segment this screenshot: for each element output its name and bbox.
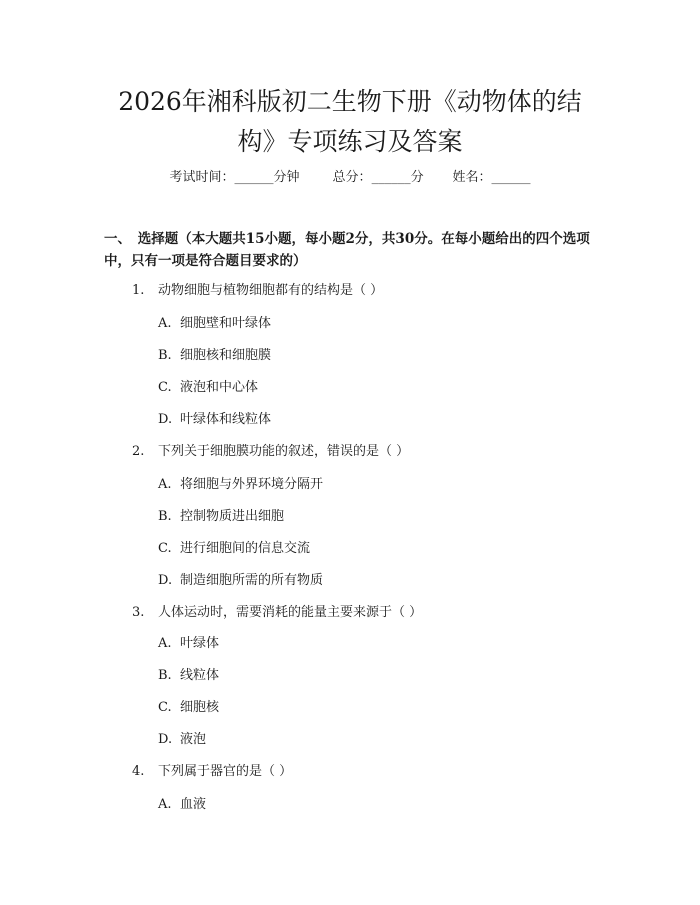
question-2-option-c [158, 539, 558, 559]
question-text: 动物细胞与植物细胞都有的结构是（ ） [158, 283, 384, 298]
option-text: 进行细胞间的信息交流 [180, 541, 311, 556]
option-letter: D. [158, 412, 173, 427]
option-letter: A. [158, 797, 172, 812]
question-number: 1. [132, 283, 145, 298]
score-blank: ______ [371, 170, 411, 185]
question-1-option-c [158, 378, 558, 398]
option-letter: D. [158, 573, 173, 588]
question-2-option-a [158, 475, 558, 495]
name-label: 姓名： [452, 170, 492, 185]
option-text: 叶绿体和线粒体 [180, 412, 272, 427]
option-letter: A. [158, 477, 172, 492]
option-letter: B. [158, 348, 172, 363]
option-text: 细胞核 [180, 700, 220, 715]
question-2-option-b [158, 507, 558, 527]
question-3-option-c [158, 698, 558, 718]
option-letter: A. [158, 316, 172, 331]
score-label: 总分： [332, 170, 372, 185]
section-heading: 一、 选择题（本大题共15小题，每小题2分，共30分。在每小题给出的四个选项中，只有一项是符合题目要求的） [104, 231, 590, 269]
option-text: 液泡 [180, 732, 207, 747]
option-letter: C. [158, 541, 172, 556]
time-unit: 分钟 [273, 170, 300, 185]
question-text: 人体运动时，需要消耗的能量主要来源于（ ） [158, 605, 423, 620]
question-number: 2. [132, 444, 145, 459]
question-3-option-d [158, 730, 558, 750]
time-blank: ______ [234, 170, 274, 185]
option-letter: A. [158, 636, 172, 651]
question-text: 下列属于器官的是（ ） [158, 764, 293, 779]
question-2 [132, 442, 572, 462]
name-blank: ______ [491, 170, 531, 185]
question-1-option-a [158, 314, 558, 334]
question-2-option-d [158, 571, 558, 591]
option-letter: D. [158, 732, 173, 747]
question-number: 4. [132, 764, 145, 779]
option-letter: C. [158, 380, 172, 395]
option-text: 血液 [180, 797, 207, 812]
score-unit: 分 [410, 170, 424, 185]
time-label: 考试时间： [169, 170, 235, 185]
option-text: 制造细胞所需的所有物质 [180, 573, 324, 588]
option-letter: C. [158, 700, 172, 715]
option-text: 细胞核和细胞膜 [180, 348, 272, 363]
option-text: 控制物质进出细胞 [180, 509, 285, 524]
option-text: 液泡和中心体 [180, 380, 259, 395]
question-1-option-d [158, 410, 558, 430]
question-3-option-b [158, 666, 558, 686]
option-text: 细胞壁和叶绿体 [180, 316, 272, 331]
exam-info-line [0, 168, 700, 188]
question-1 [132, 281, 572, 301]
question-number: 3. [132, 605, 145, 620]
option-text: 线粒体 [180, 668, 220, 683]
question-3-option-a [158, 634, 558, 654]
question-text: 下列关于细胞膜功能的叙述，错误的是（ ） [158, 444, 410, 459]
question-4 [132, 762, 572, 782]
option-text: 叶绿体 [180, 636, 220, 651]
question-4-option-a [158, 795, 558, 815]
question-1-option-b [158, 346, 558, 366]
option-letter: B. [158, 668, 172, 683]
option-text: 将细胞与外界环境分隔开 [180, 477, 324, 492]
document-title: 2026年湘科版初二生物下册《动物体的结构》专项练习及答案 [118, 87, 582, 156]
question-3 [132, 603, 572, 623]
option-letter: B. [158, 509, 172, 524]
